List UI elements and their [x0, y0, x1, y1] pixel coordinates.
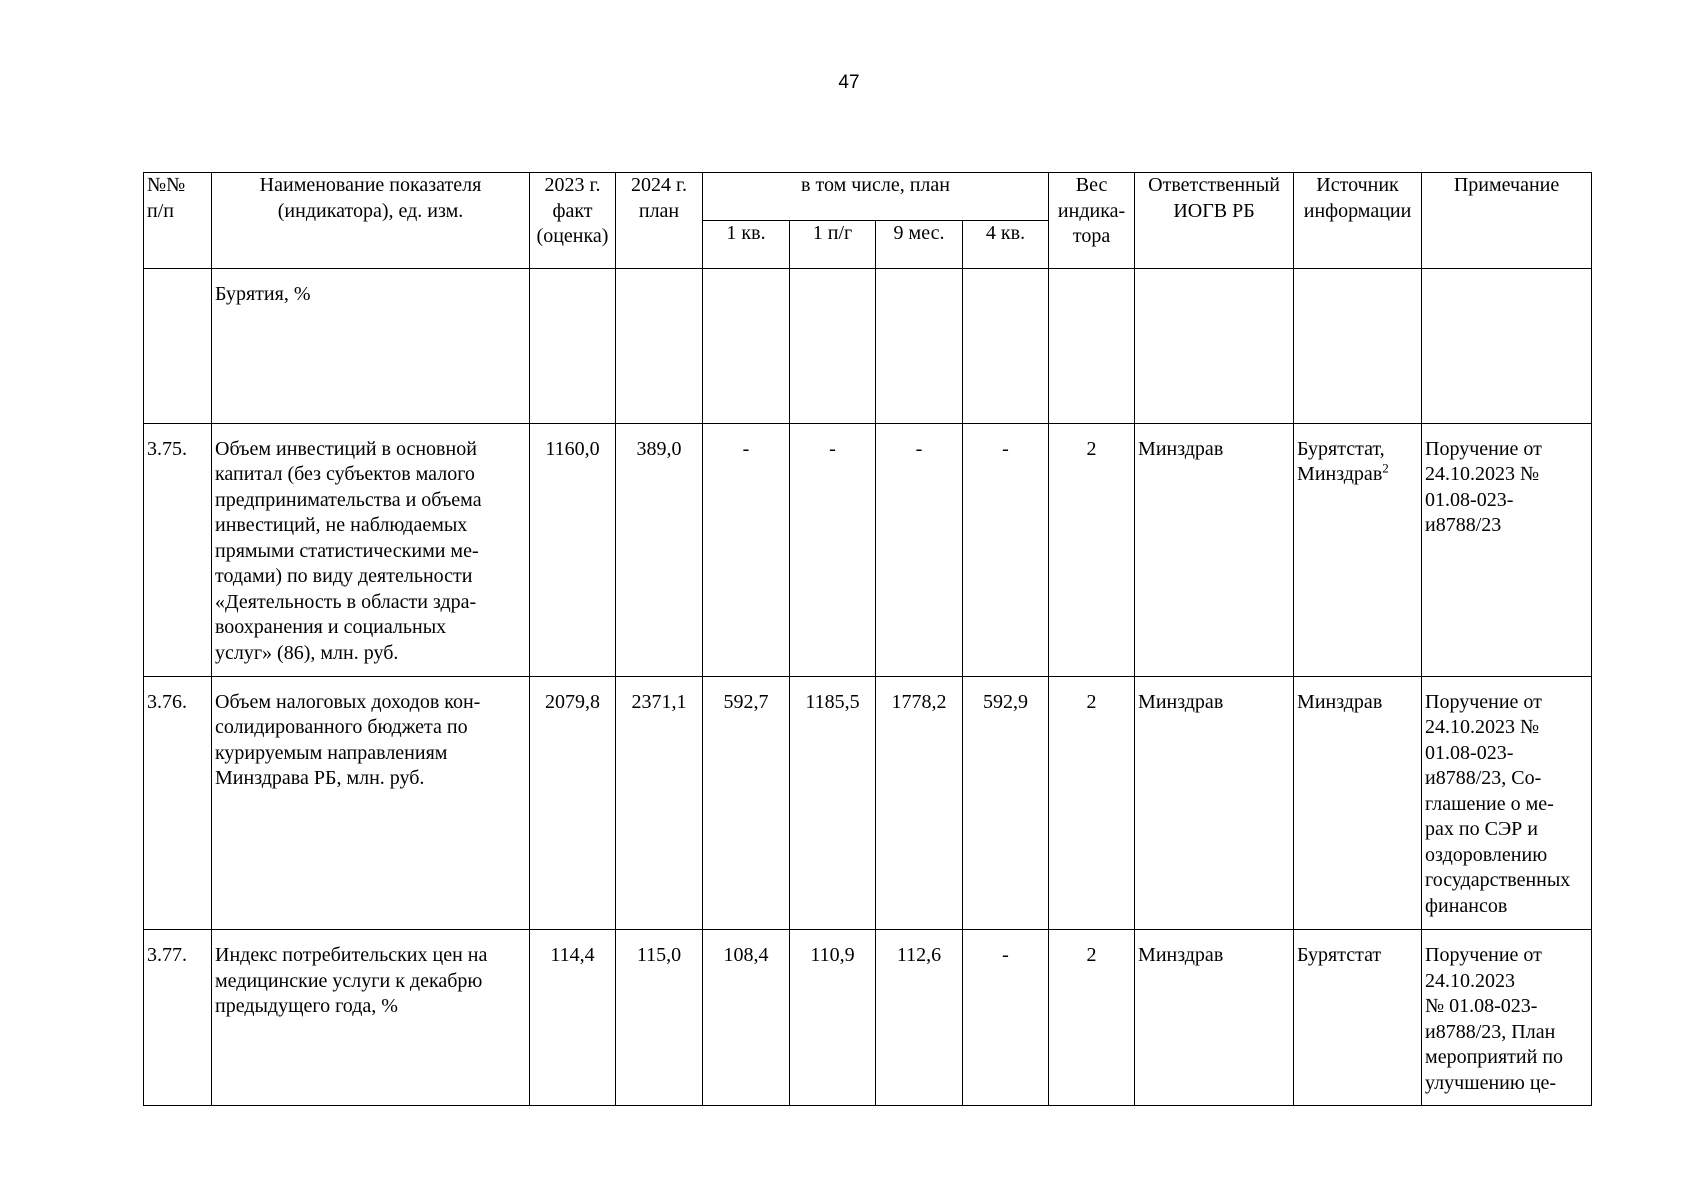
cell-note-line	[1425, 1020, 1588, 1046]
cell-num: 3.77.	[144, 930, 212, 1106]
cell-h1: 1185,5	[790, 676, 876, 929]
header-num-line: №№	[147, 174, 186, 196]
cell-fact-2023: 114,4	[530, 930, 616, 1106]
cell-h1	[790, 269, 876, 424]
cell-plan-2024: 389,0	[616, 423, 703, 676]
header-responsible-line: Ответственный	[1148, 174, 1280, 196]
cell-note-text: и8788/23, План	[1425, 1020, 1556, 1043]
cell-name	[212, 930, 530, 1106]
cell-name-line	[215, 690, 526, 716]
cell-note-text: 24.10.2023 №	[1425, 716, 1540, 739]
cell-name-line	[215, 488, 526, 514]
cell-name-line	[215, 943, 526, 969]
header-plan-2024	[616, 173, 703, 269]
cell-note-text: № 01.08-023-	[1425, 995, 1538, 1018]
header-responsible	[1135, 173, 1294, 269]
header-h1: 1 п/г	[790, 221, 876, 269]
header-fact-line: (оценка)	[536, 225, 609, 247]
cell-note-text: 24.10.2023 №	[1425, 463, 1540, 486]
cell-note-line	[1425, 843, 1588, 869]
cell-name-line	[215, 513, 526, 539]
header-9m: 9 мес.	[876, 221, 963, 269]
cell-note-text: 24.10.2023	[1425, 969, 1516, 992]
cell-note-line	[1425, 994, 1588, 1020]
cell-q1: 592,7	[703, 676, 790, 929]
cell-name-text: услуг» (86), млн. руб.	[215, 641, 399, 664]
cell-note-text: Поручение от	[1425, 944, 1542, 967]
header-source-line: Источник	[1316, 174, 1399, 196]
header-name-line: Наименование показателя	[259, 174, 482, 196]
header-responsible-line: ИОГВ РБ	[1173, 199, 1255, 222]
cell-note-line	[1425, 817, 1588, 843]
cell-q4	[963, 269, 1049, 424]
header-num-line: п/п	[147, 199, 174, 222]
cell-h1: -	[790, 423, 876, 676]
page-number: 47	[838, 72, 860, 93]
cell-note-line	[1425, 969, 1588, 995]
cell-9m	[876, 269, 963, 424]
cell-9m: -	[876, 423, 963, 676]
cell-q1: -	[703, 423, 790, 676]
cell-name-text: медицинские услуги к декабрю	[215, 969, 483, 992]
cell-name-text: Объем инвестиций в основной	[215, 437, 477, 460]
table-row	[144, 423, 1592, 676]
table-row	[144, 930, 1592, 1106]
cell-note-line	[1425, 437, 1588, 463]
cell-source-line	[1297, 690, 1418, 716]
header-weight-line: Вес	[1075, 174, 1108, 196]
header-weight-line: тора	[1072, 225, 1111, 247]
cell-note-line	[1425, 943, 1588, 969]
cell-name-text: Объем налоговых доходов кон-	[215, 690, 481, 713]
cell-name-text: Индекс потребительских цен на	[215, 944, 488, 967]
cell-note-line	[1425, 488, 1588, 514]
header-name	[212, 173, 530, 269]
cell-note	[1422, 930, 1592, 1106]
cell-note-line	[1425, 690, 1588, 716]
cell-note-text: 01.08-023-	[1425, 741, 1514, 764]
header-fact-line: факт	[552, 199, 593, 222]
header-plan-line: план	[638, 199, 680, 222]
cell-note-text: и8788/23, Со-	[1425, 767, 1542, 790]
cell-note-line	[1425, 715, 1588, 741]
header-plan-breakdown: в том числе, план	[703, 173, 1049, 221]
cell-responsible: Минздрав	[1135, 676, 1294, 929]
cell-note-text: 01.08-023-	[1425, 488, 1514, 511]
cell-responsible	[1135, 269, 1294, 424]
cell-name-text: прямыми статистическими ме-	[215, 539, 479, 562]
cell-name-line	[215, 462, 526, 488]
header-plan-line: 2024 г.	[631, 174, 687, 196]
cell-note	[1422, 676, 1592, 929]
cell-num: 3.76.	[144, 676, 212, 929]
cell-note-text: глашение о ме-	[1425, 792, 1554, 815]
cell-note-text: Поручение от	[1425, 690, 1542, 713]
cell-num: 3.75.	[144, 423, 212, 676]
cell-name-text: Бурятия, %	[215, 283, 311, 305]
cell-name-line	[215, 437, 526, 463]
header-source	[1294, 173, 1422, 269]
cell-name-text: солидированного бюджета по	[215, 716, 468, 739]
cell-9m: 112,6	[876, 930, 963, 1106]
cell-source-line	[1297, 943, 1418, 969]
cell-h1: 110,9	[790, 930, 876, 1106]
cell-source-line	[1297, 462, 1418, 488]
cell-source-line	[1297, 437, 1418, 463]
cell-note-line	[1425, 792, 1588, 818]
cell-responsible: Минздрав	[1135, 423, 1294, 676]
cell-name-line	[215, 539, 526, 565]
cell-q4: -	[963, 930, 1049, 1106]
header-weight	[1049, 173, 1135, 269]
cell-name-line	[215, 564, 526, 590]
cell-name-text: предыдущего года, %	[215, 995, 398, 1018]
cell-note-text: государственных	[1425, 869, 1571, 892]
cell-name-line	[215, 741, 526, 767]
cell-note-text: рах по СЭР и	[1425, 818, 1538, 841]
cell-name-line	[215, 282, 526, 308]
cell-q1	[703, 269, 790, 424]
cell-source	[1294, 676, 1422, 929]
cell-note-text: Поручение от	[1425, 437, 1542, 460]
cell-weight	[1049, 269, 1135, 424]
cell-name-text: капитал (без субъектов малого	[215, 463, 475, 486]
cell-name-text: курируемым направлениям	[215, 741, 448, 764]
cell-note-text: оздоровлению	[1425, 843, 1548, 866]
cell-note-line	[1425, 894, 1588, 920]
cell-name-line	[215, 766, 526, 792]
cell-source-text: Бурятстат	[1297, 944, 1382, 967]
cell-name-text: тодами) по виду деятельности	[215, 565, 473, 588]
cell-note-text: мероприятий по	[1425, 1046, 1564, 1069]
cell-source	[1294, 269, 1422, 424]
cell-name	[212, 269, 530, 424]
cell-q4: 592,9	[963, 676, 1049, 929]
cell-plan-2024: 115,0	[616, 930, 703, 1106]
header-source-line: информации	[1303, 199, 1412, 222]
cell-note-text: и8788/23	[1425, 514, 1502, 537]
cell-note-line	[1425, 741, 1588, 767]
cell-num	[144, 269, 212, 424]
cell-source-text: Минздрав	[1297, 690, 1383, 713]
cell-plan-2024	[616, 269, 703, 424]
header-fact-2023	[530, 173, 616, 269]
cell-note-line	[1425, 868, 1588, 894]
cell-note-text: финансов	[1425, 894, 1508, 917]
cell-source	[1294, 423, 1422, 676]
cell-name-text: предпринимательства и объема	[215, 488, 482, 511]
cell-name-text: Минздрава РБ, млн. руб.	[215, 767, 425, 790]
cell-note	[1422, 269, 1592, 424]
cell-note-line	[1425, 1045, 1588, 1071]
cell-name-text: инвестиций, не наблюдаемых	[215, 514, 468, 537]
cell-weight: 2	[1049, 676, 1135, 929]
header-q4: 4 кв.	[963, 221, 1049, 269]
cell-name-text: воохранения и социальных	[215, 616, 447, 639]
table-row	[144, 269, 1592, 424]
cell-fact-2023: 1160,0	[530, 423, 616, 676]
cell-weight: 2	[1049, 930, 1135, 1106]
cell-note-line	[1425, 513, 1588, 539]
footnote-marker: 2	[1382, 460, 1389, 476]
cell-name-text: «Деятельность в области здра-	[215, 590, 477, 613]
cell-weight: 2	[1049, 423, 1135, 676]
header-name-line: (индикатора), ед. изм.	[277, 199, 464, 222]
table-row	[144, 676, 1592, 929]
cell-name	[212, 423, 530, 676]
header-fact-line: 2023 г.	[544, 174, 601, 196]
cell-9m: 1778,2	[876, 676, 963, 929]
cell-fact-2023: 2079,8	[530, 676, 616, 929]
cell-plan-2024: 2371,1	[616, 676, 703, 929]
cell-note-text: улучшению це-	[1425, 1071, 1557, 1094]
cell-note-line	[1425, 1071, 1588, 1097]
cell-note-line	[1425, 766, 1588, 792]
cell-source-text: Бурятстат,	[1297, 437, 1385, 460]
header-num	[144, 173, 212, 269]
cell-source-text: Минздрав	[1297, 463, 1383, 486]
header-note: Примечание	[1422, 173, 1592, 269]
header-q1: 1 кв.	[703, 221, 790, 269]
cell-fact-2023	[530, 269, 616, 424]
cell-name	[212, 676, 530, 929]
cell-name-line	[215, 715, 526, 741]
cell-name-line	[215, 994, 526, 1020]
cell-name-line	[215, 969, 526, 995]
cell-name-line	[215, 641, 526, 667]
cell-q4: -	[963, 423, 1049, 676]
header-weight-line: индика-	[1057, 199, 1126, 222]
cell-responsible: Минздрав	[1135, 930, 1294, 1106]
cell-name-line	[215, 615, 526, 641]
cell-q1: 108,4	[703, 930, 790, 1106]
cell-name-line	[215, 590, 526, 616]
indicators-table	[143, 172, 1592, 1106]
cell-note	[1422, 423, 1592, 676]
cell-source	[1294, 930, 1422, 1106]
cell-note-line	[1425, 462, 1588, 488]
